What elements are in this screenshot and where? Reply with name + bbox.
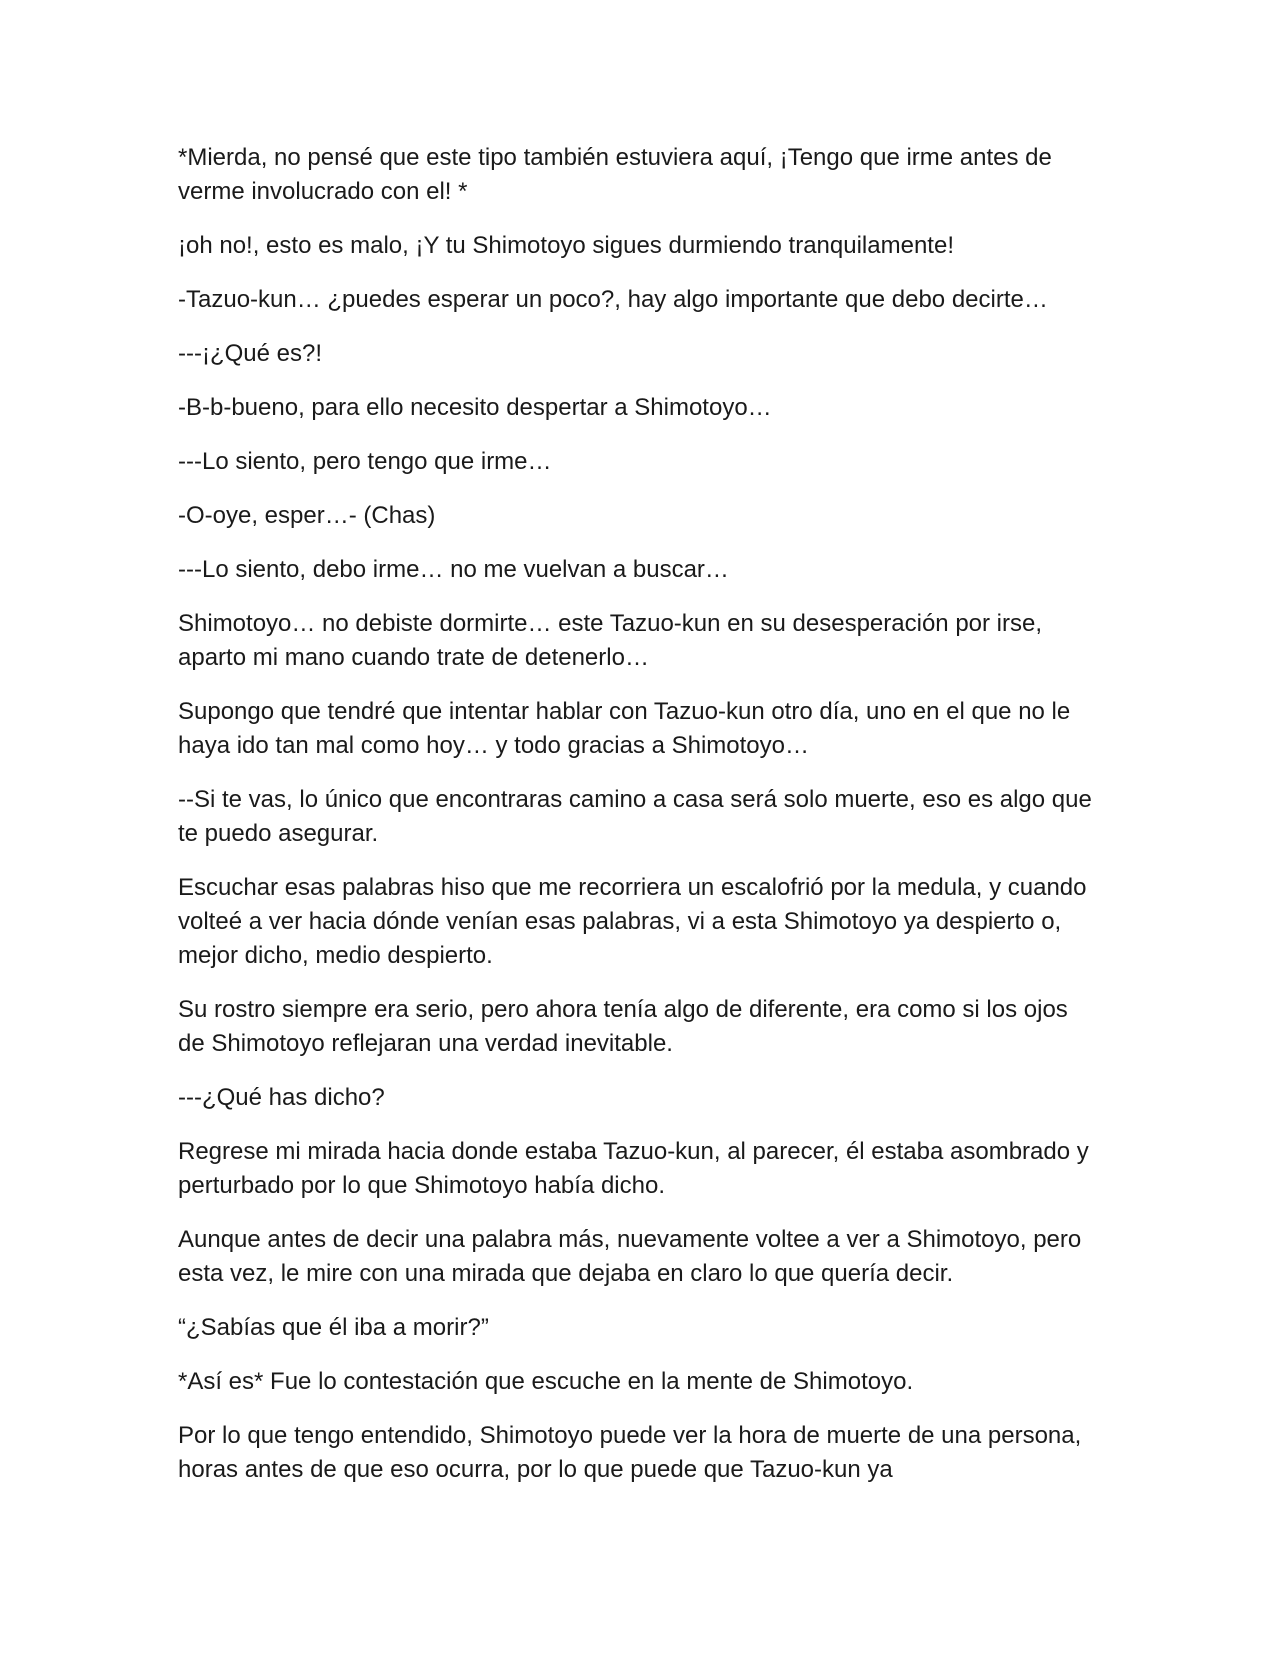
paragraph-11: --Si te vas, lo único que encontraras camino a casa será solo muerte, eso es algo que te puedo asegurar. <box>178 786 1092 847</box>
paragraph-1: *Mierda, no pensé que este tipo también estuviera aquí, ¡Tengo que irme antes de verme involucrado con el! * <box>178 144 1052 205</box>
paragraph-7: -O-oye, esper…- (Chas) <box>178 502 436 529</box>
paragraph-8: ---Lo siento, debo irme… no me vuelvan a buscar… <box>178 556 729 583</box>
paragraph-19: Por lo que tengo entendido, Shimotoyo puede ver la hora de muerte de una persona, horas antes de que eso ocurra, por lo que puede que Tazuo-kun ya <box>178 1422 1082 1483</box>
document-body <box>178 141 1098 1507</box>
paragraph-5: -B-b-bueno, para ello necesito despertar a Shimotoyo… <box>178 394 772 421</box>
paragraph-16: Aunque antes de decir una palabra más, nuevamente voltee a ver a Shimotoyo, pero esta vez, le mire con una mirada que dejaba en claro lo que quería decir. <box>178 1226 1082 1287</box>
paragraph-13: Su rostro siempre era serio, pero ahora tenía algo de diferente, era como si los ojos de Shimotoyo reflejaran una verdad inevitable. <box>178 996 1068 1057</box>
paragraph-2: ¡oh no!, esto es malo, ¡Y tu Shimotoyo sigues durmiendo tranquilamente! <box>178 232 954 259</box>
paragraph-17: “¿Sabías que él iba a morir?” <box>178 1314 489 1341</box>
paragraph-6: ---Lo siento, pero tengo que irme… <box>178 448 552 475</box>
paragraph-3: -Tazuo-kun… ¿puedes esperar un poco?, hay algo importante que debo decirte… <box>178 286 1048 313</box>
paragraph-14: ---¿Qué has dicho? <box>178 1084 385 1111</box>
paragraph-4: ---¡¿Qué es?! <box>178 340 323 367</box>
paragraph-15: Regrese mi mirada hacia donde estaba Tazuo-kun, al parecer, él estaba asombrado y perturbado por lo que Shimotoyo había dicho. <box>178 1138 1089 1199</box>
paragraph-12: Escuchar esas palabras hiso que me recorriera un escalofrió por la medula, y cuando volteé a ver hacia dónde venían esas palabras, vi a esta Shimotoyo ya despierto o, mejor dicho, medio despierto. <box>178 874 1087 969</box>
paragraph-10: Supongo que tendré que intentar hablar con Tazuo-kun otro día, uno en el que no le haya ido tan mal como hoy… y todo gracias a Shimotoyo… <box>178 698 1071 759</box>
paragraph-18: *Así es* Fue lo contestación que escuche en la mente de Shimotoyo. <box>178 1368 914 1395</box>
paragraph-9: Shimotoyo… no debiste dormirte… este Tazuo-kun en su desesperación por irse, aparto mi mano cuando trate de detenerlo… <box>178 610 1043 671</box>
